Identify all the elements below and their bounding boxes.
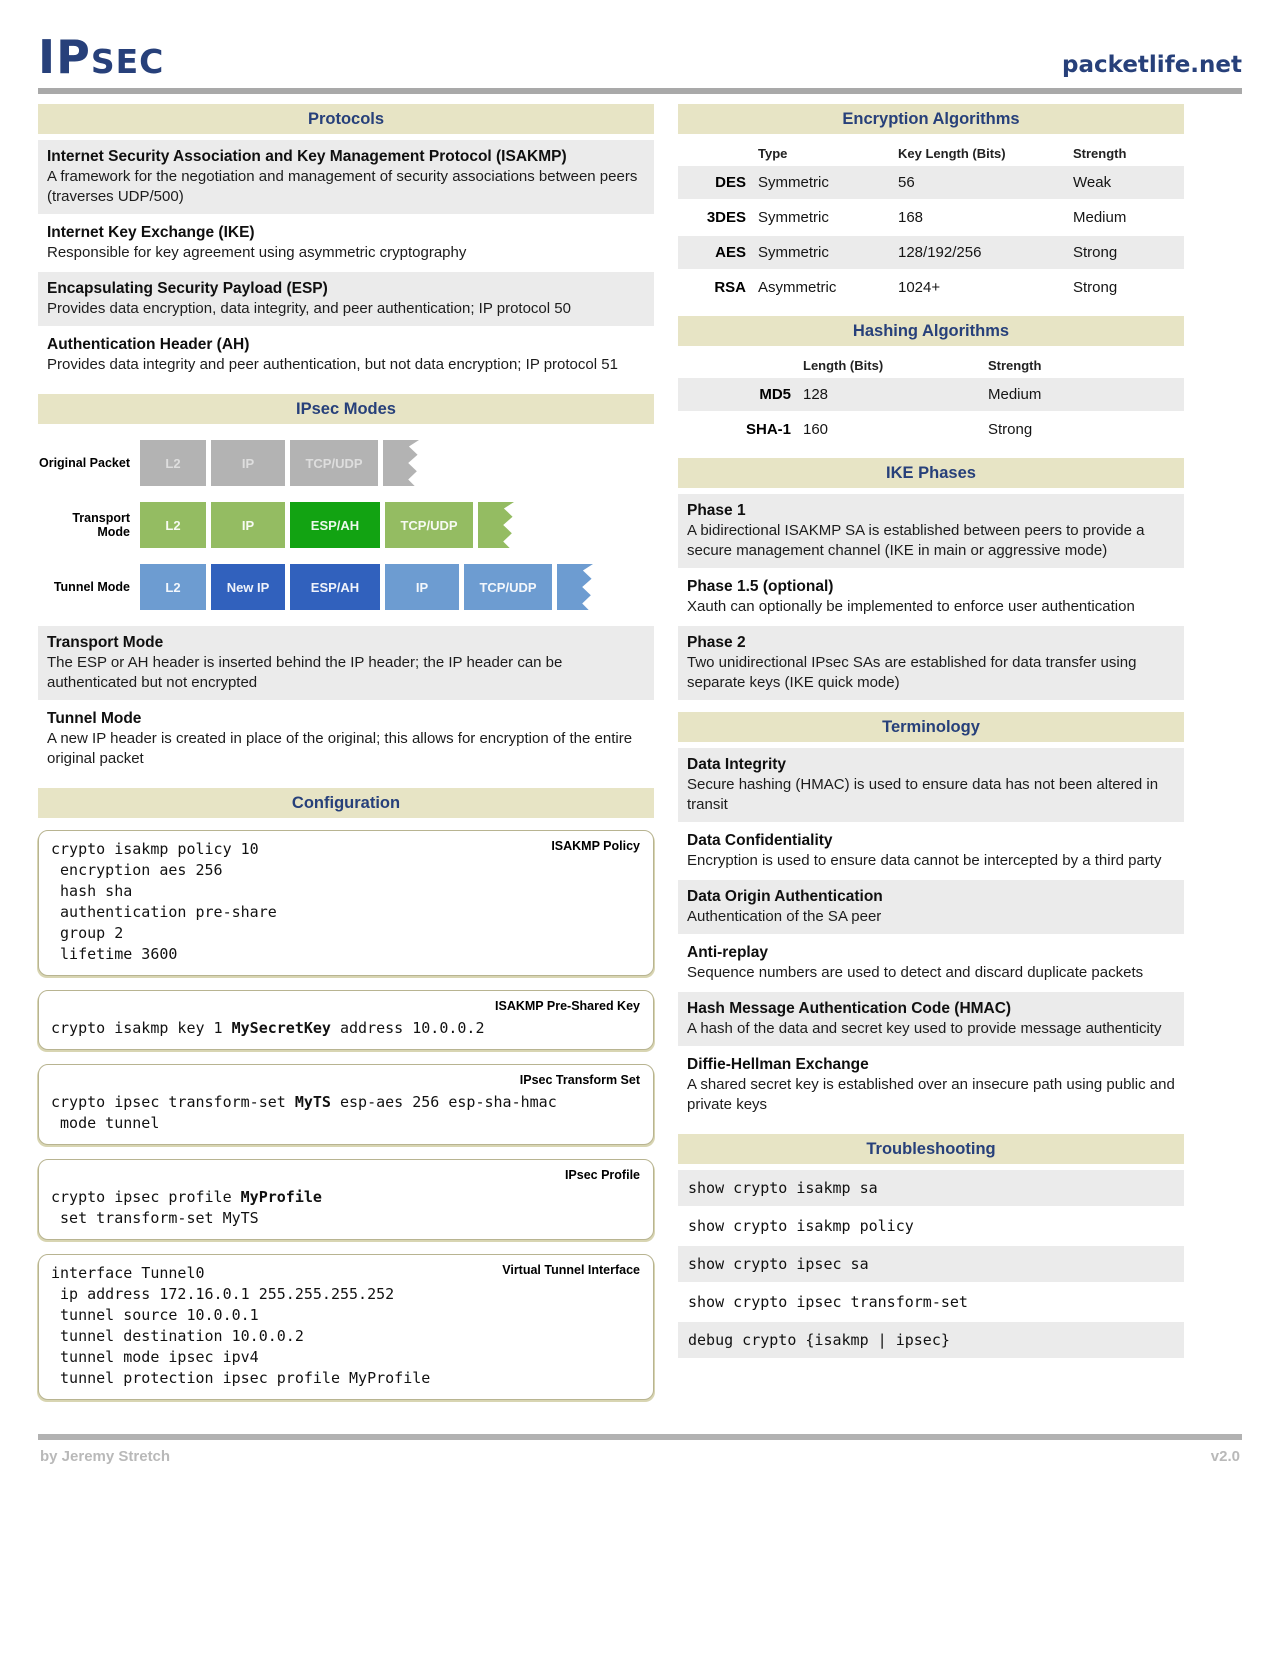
packet-segment: TCP/UDP (464, 564, 552, 610)
config-code-line: group 2 (51, 924, 124, 942)
definition-item (38, 216, 654, 270)
page-title-ip: IP (38, 30, 91, 84)
column-header: Key Length (Bits) (898, 145, 1006, 161)
packet-row (38, 440, 654, 486)
definition-item (678, 936, 1184, 990)
definition-text: Encryption is used to ensure data cannot be intercepted by a third party (687, 852, 1162, 869)
config-code-line: mode tunnel (51, 1114, 160, 1132)
definition-term: Encapsulating Security Payload (ESP) (47, 280, 328, 297)
table-cell: AES (715, 244, 746, 261)
table-cell: Medium (1073, 209, 1127, 226)
hashing-table-row (678, 413, 1184, 446)
section-header-troubleshooting: Troubleshooting (678, 1134, 1184, 1164)
definition-text: Secure hashing (HMAC) is used to ensure data has not been altered in transit (687, 776, 1159, 813)
packet-segment: L2 (140, 440, 206, 486)
table-cell: RSA (714, 279, 746, 296)
table-cell: 128 (803, 386, 829, 403)
definition-term: Authentication Header (AH) (47, 336, 250, 353)
packet-segment: IP (385, 564, 459, 610)
table-cell: 168 (898, 209, 924, 226)
packet-segment: L2 (140, 564, 206, 610)
definition-item (38, 702, 654, 776)
section-header-terminology: Terminology (678, 712, 1184, 742)
config-code-lines (51, 839, 641, 965)
config-code-line: crypto ipsec transform-set MyTS esp-aes 256 esp-sha-hmac (51, 1093, 557, 1111)
definition-text: Sequence numbers are used to detect and discard duplicate packets (687, 964, 1144, 981)
table-cell: 1024+ (898, 279, 941, 296)
ipsec-modes-diagram (38, 440, 654, 610)
definition-item (678, 992, 1184, 1046)
encryption-table-row (678, 236, 1184, 269)
table-cell: 56 (898, 174, 915, 191)
table-cell: Symmetric (758, 244, 829, 261)
config-code-line: crypto ipsec profile MyProfile (51, 1188, 322, 1206)
definition-item (678, 748, 1184, 822)
section-header-ike-phases: IKE Phases (678, 458, 1184, 488)
config-code-lines (51, 1168, 641, 1229)
command-row: show crypto ipsec sa (678, 1246, 1184, 1282)
config-code-lines (51, 1263, 641, 1389)
packet-row-label: Transport Mode (72, 511, 130, 539)
definition-term: Phase 1.5 (optional) (687, 578, 834, 595)
table-cell: Strong (1073, 244, 1118, 261)
packet-torn-edge (478, 502, 514, 548)
config-code-block (38, 1159, 654, 1240)
section-header-protocols: Protocols (38, 104, 654, 134)
definition-item (678, 626, 1184, 700)
command-row: show crypto isakmp policy (688, 1217, 914, 1235)
packet-segment: ESP/AH (290, 564, 380, 610)
table-cell: 160 (803, 421, 829, 438)
packet-torn-edge (383, 440, 419, 486)
packet-segment: L2 (140, 502, 206, 548)
config-code-block (38, 990, 654, 1050)
packet-row-label: Tunnel Mode (53, 580, 130, 594)
protocols-list (38, 140, 654, 382)
column-header: Length (Bits) (803, 357, 884, 373)
table-cell: MD5 (759, 386, 791, 403)
packet-segment: IP (211, 502, 285, 548)
table-cell: Symmetric (758, 209, 829, 226)
definition-term: Data Integrity (687, 756, 787, 773)
packet-segment: ESP/AH (290, 502, 380, 548)
config-code-block (38, 1064, 654, 1145)
table-cell: SHA-1 (745, 421, 791, 438)
packet-segment: TCP/UDP (290, 440, 378, 486)
config-code-line: encryption aes 256 (51, 861, 223, 879)
section-header-hashing: Hashing Algorithms (678, 316, 1184, 346)
page-title-sec: SEC (90, 42, 165, 81)
config-code-line: tunnel source 10.0.0.1 (51, 1306, 259, 1324)
ipsec-modes-definitions (38, 626, 654, 776)
section-header-encryption: Encryption Algorithms (678, 104, 1184, 134)
right-column (678, 104, 1184, 1360)
section-header-configuration: Configuration (38, 788, 654, 818)
definition-text: Provides data integrity and peer authentication, but not data encryption; IP protocol 51 (47, 356, 618, 373)
left-column (38, 104, 654, 1414)
table-cell: Asymmetric (758, 279, 837, 296)
definition-term: Phase 2 (687, 634, 746, 651)
config-code-line: tunnel protection ipsec profile MyProfile (51, 1369, 431, 1387)
definition-term: Tunnel Mode (47, 710, 142, 727)
table-cell: 3DES (706, 209, 746, 226)
config-block-label: ISAKMP Pre-Shared Key (495, 999, 640, 1013)
definition-text: A hash of the data and secret key used to provide message authenticity (687, 1020, 1162, 1037)
definition-item (678, 494, 1184, 568)
config-code-line: tunnel mode ipsec ipv4 (51, 1348, 259, 1366)
terminology-list (678, 748, 1184, 1122)
command-row: debug crypto {isakmp | ipsec} (678, 1322, 1184, 1358)
definition-term: Anti-replay (687, 944, 768, 961)
definition-term: Data Confidentiality (687, 832, 833, 849)
encryption-table-row (678, 271, 1184, 304)
table-cell: DES (715, 174, 746, 191)
config-code-block (38, 1254, 654, 1400)
ike-phases-list (678, 494, 1184, 700)
config-code-line: crypto isakmp key 1 MySecretKey address 10.0.0.2 (51, 1019, 485, 1037)
definition-item (38, 140, 654, 214)
masthead (38, 22, 1242, 84)
column-header: Type (758, 145, 788, 161)
table-cell: 128/192/256 (898, 244, 982, 261)
packet-row (38, 502, 654, 548)
command-row: show crypto isakmp sa (678, 1170, 1184, 1206)
definition-text: Provides data encryption, data integrity, and peer authentication; IP protocol 50 (47, 300, 571, 317)
definition-term: Data Origin Authentication (687, 888, 883, 905)
definition-text: The ESP or AH header is inserted behind the IP header; the IP header can be authenticated but not encrypted (47, 654, 563, 691)
hashing-table-row (678, 378, 1184, 411)
command-row: show crypto ipsec transform-set (688, 1293, 968, 1311)
encryption-table-row (678, 201, 1184, 234)
content-columns (38, 104, 1242, 1414)
config-code-line: lifetime 3600 (51, 945, 178, 963)
column-header: Strength (988, 357, 1042, 373)
definition-text: A framework for the negotiation and management of security associations between peers (traverses UDP/500) (47, 168, 638, 205)
config-code-line: set transform-set MyTS (51, 1209, 259, 1227)
definition-item (678, 1048, 1184, 1122)
encryption-table (678, 140, 1184, 304)
definition-term: Hash Message Authentication Code (HMAC) (687, 1000, 1012, 1017)
definition-term: Transport Mode (47, 634, 164, 651)
site-link[interactable]: packetlife.net (1062, 52, 1242, 78)
packet-segment: New IP (211, 564, 285, 610)
config-code-line: ip address 172.16.0.1 255.255.255.252 (51, 1285, 395, 1303)
config-block-label: IPsec Profile (564, 1168, 640, 1182)
definition-item (678, 570, 1184, 624)
config-code-line: crypto isakmp policy 10 (51, 840, 259, 858)
definition-term: Internet Key Exchange (IKE) (47, 224, 255, 241)
config-block-label: Virtual Tunnel Interface (502, 1263, 640, 1277)
definition-text: A bidirectional ISAKMP SA is established between peers to provide a secure management channel (IKE in main or aggressive mode) (687, 522, 1145, 559)
encryption-table-header (678, 140, 1184, 166)
table-cell: Weak (1073, 174, 1112, 191)
definition-text: A shared secret key is established over an insecure path using public and private keys (687, 1076, 1175, 1113)
definition-text: Xauth can optionally be implemented to enforce user authentication (687, 598, 1135, 615)
table-cell: Symmetric (758, 174, 829, 191)
packet-segment: TCP/UDP (385, 502, 473, 548)
configuration-blocks (38, 830, 654, 1400)
footer-version: v2.0 (1210, 1448, 1240, 1465)
packet-segment: IP (211, 440, 285, 486)
definition-text: Two unidirectional IPsec SAs are established for data transfer using separate keys (IKE quick mode) (687, 654, 1137, 691)
definition-item (678, 880, 1184, 934)
definition-text: Responsible for key agreement using asymmetric cryptography (47, 244, 467, 261)
config-block-label: IPsec Transform Set (519, 1073, 640, 1087)
table-cell: Strong (988, 421, 1033, 438)
definition-term: Diffie-Hellman Exchange (687, 1056, 869, 1073)
header-divider (38, 88, 1242, 94)
table-cell: Medium (988, 386, 1042, 403)
config-code-block (38, 830, 654, 976)
packet-row-label: Original Packet (38, 456, 130, 470)
definition-item (38, 328, 654, 382)
encryption-table-row (678, 166, 1184, 199)
page-title (38, 30, 165, 84)
packet-torn-edge (557, 564, 593, 610)
definition-item (38, 626, 654, 700)
config-block-label: ISAKMP Policy (551, 839, 640, 853)
footer-author: by Jeremy Stretch (40, 1448, 171, 1465)
definition-text: A new IP header is created in place of the original; this allows for encryption of the entire original packet (47, 730, 633, 767)
packet-row (38, 564, 654, 610)
section-header-ipsec-modes: IPsec Modes (38, 394, 654, 424)
table-cell: Strong (1073, 279, 1118, 296)
hashing-table-header (678, 352, 1184, 378)
definition-text: Authentication of the SA peer (687, 908, 882, 925)
definition-term: Internet Security Association and Key Management Protocol (ISAKMP) (47, 148, 567, 165)
definition-item (678, 824, 1184, 878)
config-code-line: authentication pre-share (51, 903, 277, 921)
footer (38, 1440, 1242, 1465)
troubleshooting-commands (678, 1170, 1184, 1358)
column-header: Strength (1073, 145, 1127, 161)
config-code-line: interface Tunnel0 (51, 1264, 205, 1282)
config-code-line: tunnel destination 10.0.0.2 (51, 1327, 304, 1345)
definition-term: Phase 1 (687, 502, 746, 519)
config-code-line: hash sha (51, 882, 133, 900)
hashing-table (678, 352, 1184, 446)
definition-item (38, 272, 654, 326)
